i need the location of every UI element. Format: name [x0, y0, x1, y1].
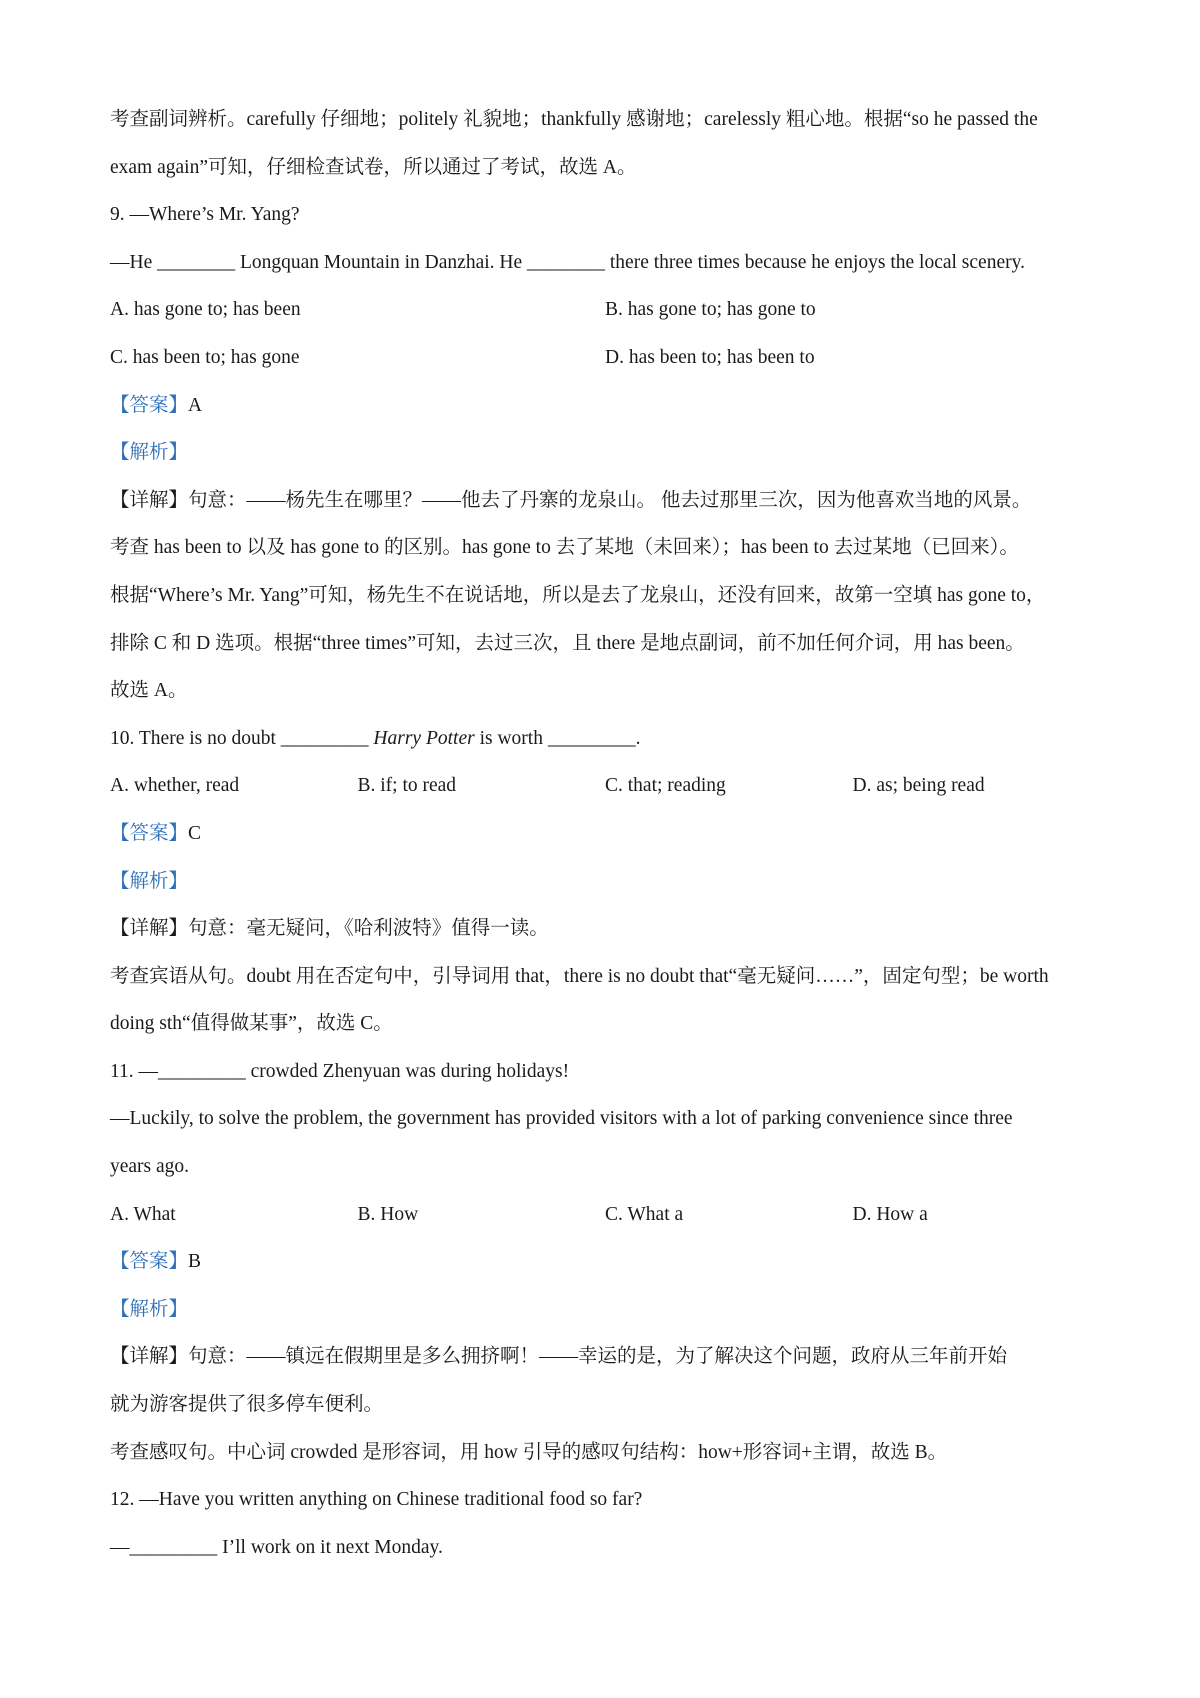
q9-detail-5: 故选 A。	[110, 680, 188, 702]
q9-answer-value: A	[188, 394, 203, 416]
q10-detail-2: 考查宾语从句。doubt 用在否定句中，引导词用 that，there is no doubt that“毫无疑问……”，固定句型；be worth	[110, 965, 1049, 987]
q9-detail-1	[110, 477, 1105, 525]
q10-answer-tag: 【答案】	[110, 822, 189, 844]
q11-detail-2: 就为游客提供了很多停车便利。	[110, 1394, 384, 1416]
q11-option-d: D. How a	[852, 1203, 928, 1225]
q9-analysis	[110, 429, 1105, 477]
q10-options-row	[110, 762, 1105, 810]
prev-explanation-line-1: 考查副词辨析。carefully 仔细地；politely 礼貌地；thankfully 感谢地；carelessly 粗心地。根据“so he passed the	[110, 109, 1038, 130]
q10-stem-end: is worth _________.	[474, 727, 641, 749]
q12-stem-1: 12. —Have you written anything on Chinese traditional food so far?	[110, 1489, 643, 1511]
q11-stem-1: 11. —_________ crowded Zhenyuan was during holidays!	[110, 1060, 570, 1082]
q11-detail-1-text: 句意：——镇远在假期里是多么拥挤啊！——幸运的是，为了解决这个问题，政府从三年前开始	[188, 1346, 1008, 1368]
q11-answer-tag: 【答案】	[110, 1251, 189, 1273]
q9-detail-4: 排除 C 和 D 选项。根据“three times”可知，去过三次，且 there 是地点副词，前不加任何介词，用 has been。	[110, 632, 1025, 654]
q9-detail-2: 考查 has been to 以及 has gone to 的区别。has gone to 去了某地（未回来）；has been to 去过某地（已回来）。	[110, 537, 1019, 559]
q9-detail-3: 根据“Where’s Mr. Yang”可知，杨先生不在说话地，所以是去了龙泉山，还没有回来，故第一空填 has gone to，	[110, 584, 1046, 606]
q10-detail-1-text: 句意：毫无疑问，《哈利波特》值得一读。	[188, 918, 549, 940]
q9-answer	[110, 382, 1105, 430]
q9-answer-tag: 【答案】	[110, 394, 189, 416]
q10-detail-tag: 【详解】	[110, 918, 189, 940]
q11-stem-2: —Luckily, to solve the problem, the government has provided visitors with a lot of parking convenience since three	[110, 1108, 1013, 1130]
q10-analysis	[110, 858, 1105, 906]
q10-stem-start: 10. There is no doubt _________	[110, 727, 374, 749]
q9-option-c: C. has been to; has gone	[110, 346, 300, 368]
q10-option-c: C. that; reading	[605, 775, 726, 797]
q10-option-a: A. whether, read	[110, 775, 240, 797]
q11-stem-3: years ago.	[110, 1156, 190, 1178]
q11-analysis-tag: 【解析】	[110, 1298, 189, 1320]
q9-stem-2: —He ________ Longquan Mountain in Danzhai. He ________ there three times because he enjoys the local scenery.	[110, 251, 1025, 273]
q9-stem-1: 9. —Where’s Mr. Yang?	[110, 204, 300, 226]
q9-option-a: A. has gone to; has been	[110, 299, 301, 321]
q10-detail-1	[110, 905, 1105, 953]
q9-analysis-tag: 【解析】	[110, 442, 189, 464]
q10-answer	[110, 810, 1105, 858]
q11-options-row	[110, 1191, 1105, 1239]
q10-answer-value: C	[188, 822, 202, 844]
q9-option-b: B. has gone to; has gone to	[605, 299, 816, 321]
q12-stem-2: —_________ I’ll work on it next Monday.	[110, 1536, 443, 1558]
q11-option-c: C. What a	[605, 1203, 684, 1225]
q9-options-row-2	[110, 334, 1105, 382]
q10-option-d: D. as; being read	[852, 775, 985, 797]
document-content	[110, 96, 1105, 1571]
q11-detail-tag: 【详解】	[110, 1346, 189, 1368]
q11-option-a: A. What	[110, 1203, 176, 1225]
q10-analysis-tag: 【解析】	[110, 870, 189, 892]
q11-detail-1	[110, 1333, 1105, 1381]
q10-stem-title: Harry Potter	[373, 727, 475, 749]
q11-answer-value: B	[188, 1251, 202, 1273]
q10-detail-3: doing sth“值得做某事”，故选 C。	[110, 1013, 393, 1035]
q9-detail-1-text: 句意：——杨先生在哪里？——他去了丹寨的龙泉山。 他去过那里三次，因为他喜欢当地的风景。	[188, 489, 1032, 511]
q11-answer	[110, 1238, 1105, 1286]
q11-detail-3: 考查感叹句。中心词 crowded 是形容词，用 how 引导的感叹句结构：how+形容词+主谓，故选 B。	[110, 1441, 948, 1463]
q10-option-b: B. if; to read	[357, 775, 457, 797]
q11-analysis	[110, 1286, 1105, 1334]
q9-detail-tag: 【详解】	[110, 489, 189, 511]
q9-option-d: D. has been to; has been to	[605, 346, 815, 368]
prev-explanation-line-2: exam again”可知，仔细检查试卷，所以通过了考试，故选 A。	[110, 156, 637, 178]
q11-option-b: B. How	[357, 1203, 419, 1225]
q9-options-row-1	[110, 286, 1105, 334]
q10-stem	[110, 715, 1105, 763]
